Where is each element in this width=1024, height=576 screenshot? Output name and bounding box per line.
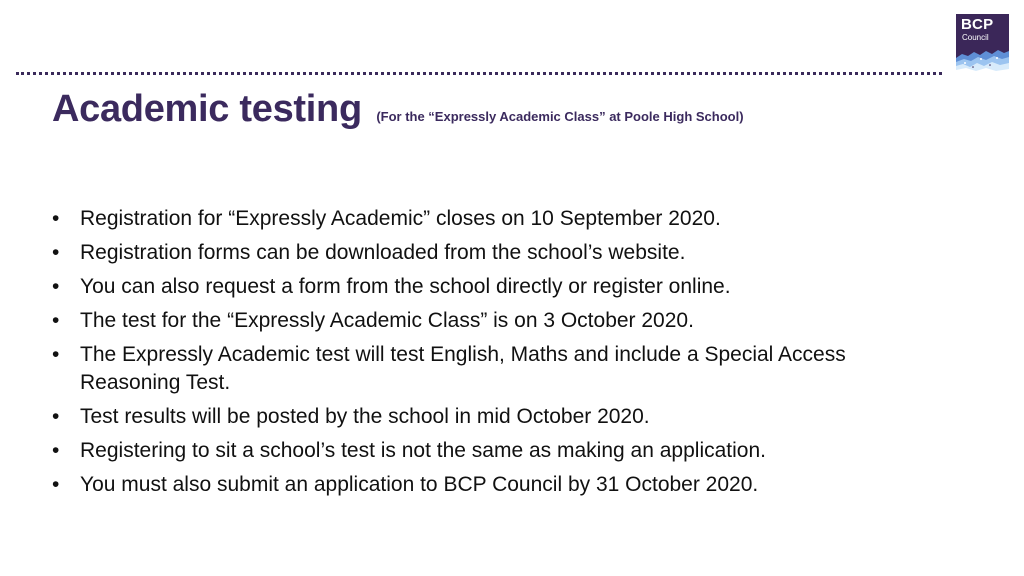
logo-text: BCP bbox=[961, 16, 994, 33]
bullet-icon: • bbox=[52, 439, 60, 462]
coastline-graphic-icon bbox=[956, 44, 1009, 74]
page-title: Academic testing bbox=[52, 88, 362, 130]
bullet-text: Registration for “Expressly Academic” closes on 10 September 2020. bbox=[80, 207, 721, 230]
bullet-icon: • bbox=[52, 405, 60, 428]
bullet-icon: • bbox=[52, 241, 60, 264]
bullet-icon: • bbox=[52, 473, 60, 496]
bullet-icon: • bbox=[52, 309, 60, 332]
bullet-text: You can also request a form from the school directly or register online. bbox=[80, 275, 731, 298]
bullet-list bbox=[48, 205, 948, 505]
bullet-text: The test for the “Expressly Academic Class” is on 3 October 2020. bbox=[80, 309, 694, 332]
logo-subtext: Council bbox=[962, 33, 989, 42]
bullet-item bbox=[48, 239, 948, 267]
bullet-item bbox=[48, 205, 948, 233]
bullet-text: Test results will be posted by the school in mid October 2020. bbox=[80, 405, 650, 428]
bullet-text: Registering to sit a school’s test is not the same as making an application. bbox=[80, 439, 766, 462]
bcp-council-logo bbox=[956, 14, 1009, 74]
bullet-item bbox=[48, 341, 948, 397]
bullet-item bbox=[48, 307, 948, 335]
bullet-text: The Expressly Academic test will test English, Maths and include a Special Access Reasoning Test. bbox=[80, 343, 846, 394]
bullet-item bbox=[48, 403, 948, 431]
bullet-item bbox=[48, 471, 948, 499]
bullet-text: Registration forms can be downloaded from the school’s website. bbox=[80, 241, 686, 264]
bullet-icon: • bbox=[52, 343, 60, 366]
bullet-text: You must also submit an application to BCP Council by 31 October 2020. bbox=[80, 473, 759, 496]
bullet-item bbox=[48, 273, 948, 301]
page-subtitle: (For the “Expressly Academic Class” at Poole High School) bbox=[376, 109, 744, 124]
title-row bbox=[52, 88, 744, 131]
header-divider bbox=[16, 72, 942, 75]
bullet-icon: • bbox=[52, 275, 60, 298]
bullet-item bbox=[48, 437, 948, 465]
bullet-icon: • bbox=[52, 207, 60, 230]
